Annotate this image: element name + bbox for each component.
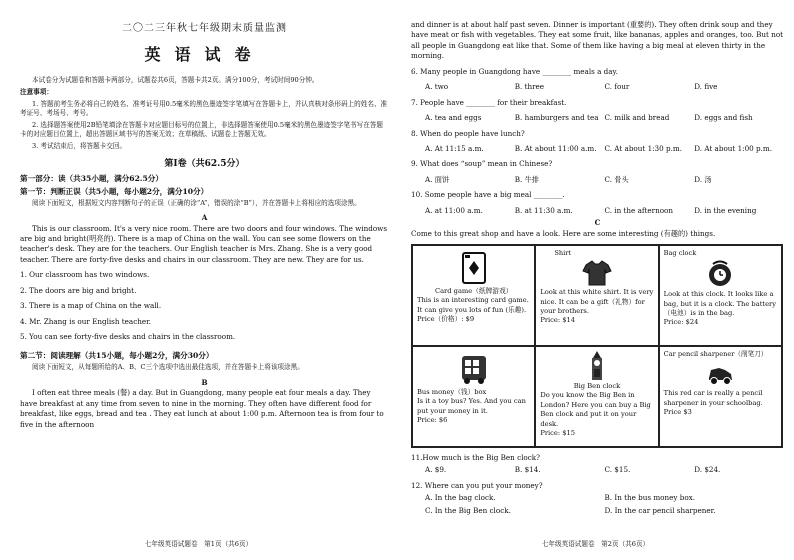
option: A. tea and eggs <box>425 113 482 123</box>
page-footer: 七年级英语试题卷 第1页（共6页） <box>144 540 253 549</box>
statement-item: 5. You can see forty-five desks and chairs in the classroom. <box>20 332 236 342</box>
intro-text: 本试卷分为试题卷和答题卡两部分，试题卷共6页，答题卡共2页。满分100分，考试时间90分钟。 <box>32 75 319 84</box>
shop-item-bus-money-box <box>412 346 535 447</box>
item-desc: Is it a toy bus? Yes. And you can put your money in it. <box>417 397 526 415</box>
shop-item-car-pencil-sharpener <box>659 346 782 447</box>
passage-c-label: C <box>594 218 601 228</box>
statement-item: 3. There is a map of China on the wall. <box>20 301 162 311</box>
item-price: Price: $24 <box>663 318 699 327</box>
option: C. in the afternoon <box>604 205 674 215</box>
item-desc: Look at this white shirt. It is very nice. It can be a gift（礼物）for your brothers. <box>540 288 654 315</box>
item-name: Card game（纸牌游戏） <box>434 287 513 295</box>
item-desc: This is an interesting card game. It can give you lots of fun (乐趣). <box>417 296 529 314</box>
statement-list <box>20 270 389 342</box>
question-6 <box>411 67 784 93</box>
question-stem: 9. What does “soup” mean in Chinese? <box>411 159 553 169</box>
item-name: Bus money（钱）box <box>417 388 487 396</box>
right-page <box>397 0 794 560</box>
option: C. At about 1:30 p.m. <box>604 143 682 153</box>
section2-instructions: 阅读下面短文，从每题所给的A、B、C三个选项中选出最佳选项，并在答题卡上将该项涂黑。 <box>32 363 304 372</box>
passage-b-continued: and dinner is at about half past seven. Dinner is important (重要的). They often drink soup and they have meat or fish with vegetables. They eat some fruit, like bananas, apples and oranges, too. But not all people in Guangdong eat like that. Some of them like having a big meal at eleven thirty in the morning. <box>411 20 784 61</box>
option: D. in the evening <box>694 205 757 215</box>
option: B. 牛排 <box>514 174 539 184</box>
card-game-icon <box>417 249 530 287</box>
option-row <box>411 82 784 92</box>
option-row <box>411 175 784 185</box>
passage-b-label: B <box>201 378 208 388</box>
shop-items-table <box>411 244 783 448</box>
item-desc: Do you know the Big Ben in London? Here you can buy a Big Ben clock and put it on your desk. <box>540 391 651 428</box>
item-name: Big Ben clock <box>573 382 621 390</box>
question-stem: 12. Where can you put your money? <box>411 480 543 490</box>
option-row <box>411 493 784 503</box>
question-9 <box>411 159 784 185</box>
question-8 <box>411 129 784 155</box>
option: C. In the Big Ben clock. <box>425 505 511 515</box>
option: D. $24. <box>694 465 721 475</box>
option: D. At about 1:00 p.m. <box>694 143 772 153</box>
option: D. In the car pencil sharpener. <box>604 505 716 515</box>
option: A. 面饼 <box>425 174 450 184</box>
option: B. at 11:30 a.m. <box>514 205 573 215</box>
question-stem: 8. When do people have lunch? <box>411 128 525 138</box>
option-row <box>411 113 784 123</box>
question-7 <box>411 98 784 124</box>
option: B. hamburgers and tea <box>514 113 599 123</box>
big-ben-icon <box>540 350 653 382</box>
item-desc: This red car is really a pencil sharpener in your schoolbag. <box>663 389 763 407</box>
passage-c-intro: Come to this great shop and have a look. Here are some interesting (有趣的) things. <box>411 228 716 238</box>
exam-title: 二〇二三年秋七年级期末质量监测 <box>122 23 287 34</box>
section2-heading: 第二节：阅读理解（共15小题，每小题2分，满分30分） <box>20 351 214 361</box>
option-row <box>411 144 784 154</box>
shirt-icon <box>540 258 653 288</box>
shop-item-bag-clock <box>659 245 782 346</box>
question-stem: 10. Some people have a big meal ________. <box>411 190 565 200</box>
volume-title: 第Ⅰ卷（共62.5分） <box>164 158 245 169</box>
option: A. two <box>425 82 449 92</box>
exam-subject: 英语试卷 <box>144 44 265 64</box>
car-icon <box>664 359 777 389</box>
option-row <box>411 206 784 216</box>
bus-icon <box>417 350 530 388</box>
passage-a-label: A <box>201 213 208 223</box>
statement-item: 4. Mr. Zhang is our English teacher. <box>20 316 152 326</box>
question-stem: 7. People have ________ for their breakfast. <box>411 97 567 107</box>
notice-3: 3. 考试结束后，将答题卡交回。 <box>32 141 127 150</box>
item-price: Price: $14 <box>540 316 576 325</box>
statement-item: 1. Our classroom has two windows. <box>20 270 150 280</box>
option: B. $14. <box>514 465 541 475</box>
statement-item: 2. The doors are big and bright. <box>20 285 137 295</box>
item-price: Price: $6 <box>417 416 448 425</box>
question-12 <box>411 481 784 516</box>
option: B. three <box>514 82 545 92</box>
option: D. 汤 <box>694 174 712 184</box>
passage-a: This is our classroom. It's a very nice room. There are two doors and four windows. The windows are big and bright(明亮的). There is a map of China on the wall. You can see some flowers on the teacher's desk. They are for the teachers. Our English teacher is Mrs. Zhang. She is a very good teacher. There are forty-five desks and chairs in our classroom. They are new. They are for us. <box>20 223 388 264</box>
item-name: Car pencil sharpener（削笔刀） <box>663 350 768 358</box>
option: B. At about 11:00 a.m. <box>514 143 597 153</box>
question-stem: 11.How much is the Big Ben clock? <box>411 453 540 462</box>
option: C. $15. <box>604 465 631 475</box>
item-name: Shirt <box>554 249 572 257</box>
item-desc: Look at this clock. It looks like a bag, but it is a clock. The battery（电池）is in the bag. <box>663 290 777 317</box>
notice-1: 1. 答题前考生务必将自己的姓名、准考证号用0.5毫米的黑色墨迹签字笔填写在答题卡上，并认真核对条形码上的姓名、准考证号、考场号、考号。 <box>20 99 388 118</box>
option: A. $9. <box>425 465 447 475</box>
option: C. milk and bread <box>604 113 670 123</box>
option: C. 骨头 <box>604 174 629 184</box>
option: A. At 11:15 a.m. <box>425 143 484 153</box>
question-stem: 6. Many people in Guangdong have ________ meals a day. <box>411 66 618 76</box>
shop-item-card-game <box>412 245 535 346</box>
section1-heading: 第一节：判断正误（共5小题，每小题2分，满分10分） <box>20 186 209 196</box>
item-price: Price $3 <box>663 407 692 416</box>
option: A. at 11:00 a.m. <box>425 205 483 215</box>
notice-heading: 注意事项： <box>20 88 53 97</box>
item-price: Price: $15 <box>540 428 576 437</box>
option-row <box>411 506 784 516</box>
option: D. eggs and fish <box>694 113 753 123</box>
option: D. five <box>694 82 718 92</box>
passage-b: I often eat three meals (餐) a day. But in Guangdong, many people eat four meals a day. They have breakfast at any time from seven to nine in the morning. They often have different food for breakfast, like eggs, bread and tea . They eat lunch at about 1:00 p.m. Afternoon tea is from four to five in the afternoon <box>20 388 384 429</box>
item-price: Price（价格）: $9 <box>417 315 475 324</box>
page-footer: 七年级英语试题卷 第2页（共6页） <box>541 540 650 549</box>
option-row <box>411 465 784 475</box>
notice-2: 2. 选择题答案使用2B铅笔填涂在答题卡对应题目标号的位置上，非选择题答案使用0.5毫米的黑色墨迹签字笔书写在答题卡的对应题目位置上，超出答题区域书写的答案无效；在草稿纸、试题卷上答题无效。 <box>20 120 384 139</box>
option: A. In the bag clock. <box>425 493 496 503</box>
part1-heading: 第一部分：读（共35小题，满分62.5分） <box>20 173 163 183</box>
item-name: Bag clock <box>663 249 697 257</box>
shop-item-shirt <box>535 245 658 346</box>
bag-clock-icon <box>664 258 777 290</box>
question-10 <box>411 190 784 216</box>
section1-instructions: 阅读下面短文，根据短文内容判断句子的正误（正确的涂“A”，错误的涂“B”），并在答题卡上将相应的选项涂黑。 <box>32 198 361 207</box>
option: B. In the bus money box. <box>604 493 696 503</box>
question-11 <box>411 453 784 476</box>
option: C. four <box>604 82 630 92</box>
shop-item-big-ben-clock <box>535 346 658 447</box>
